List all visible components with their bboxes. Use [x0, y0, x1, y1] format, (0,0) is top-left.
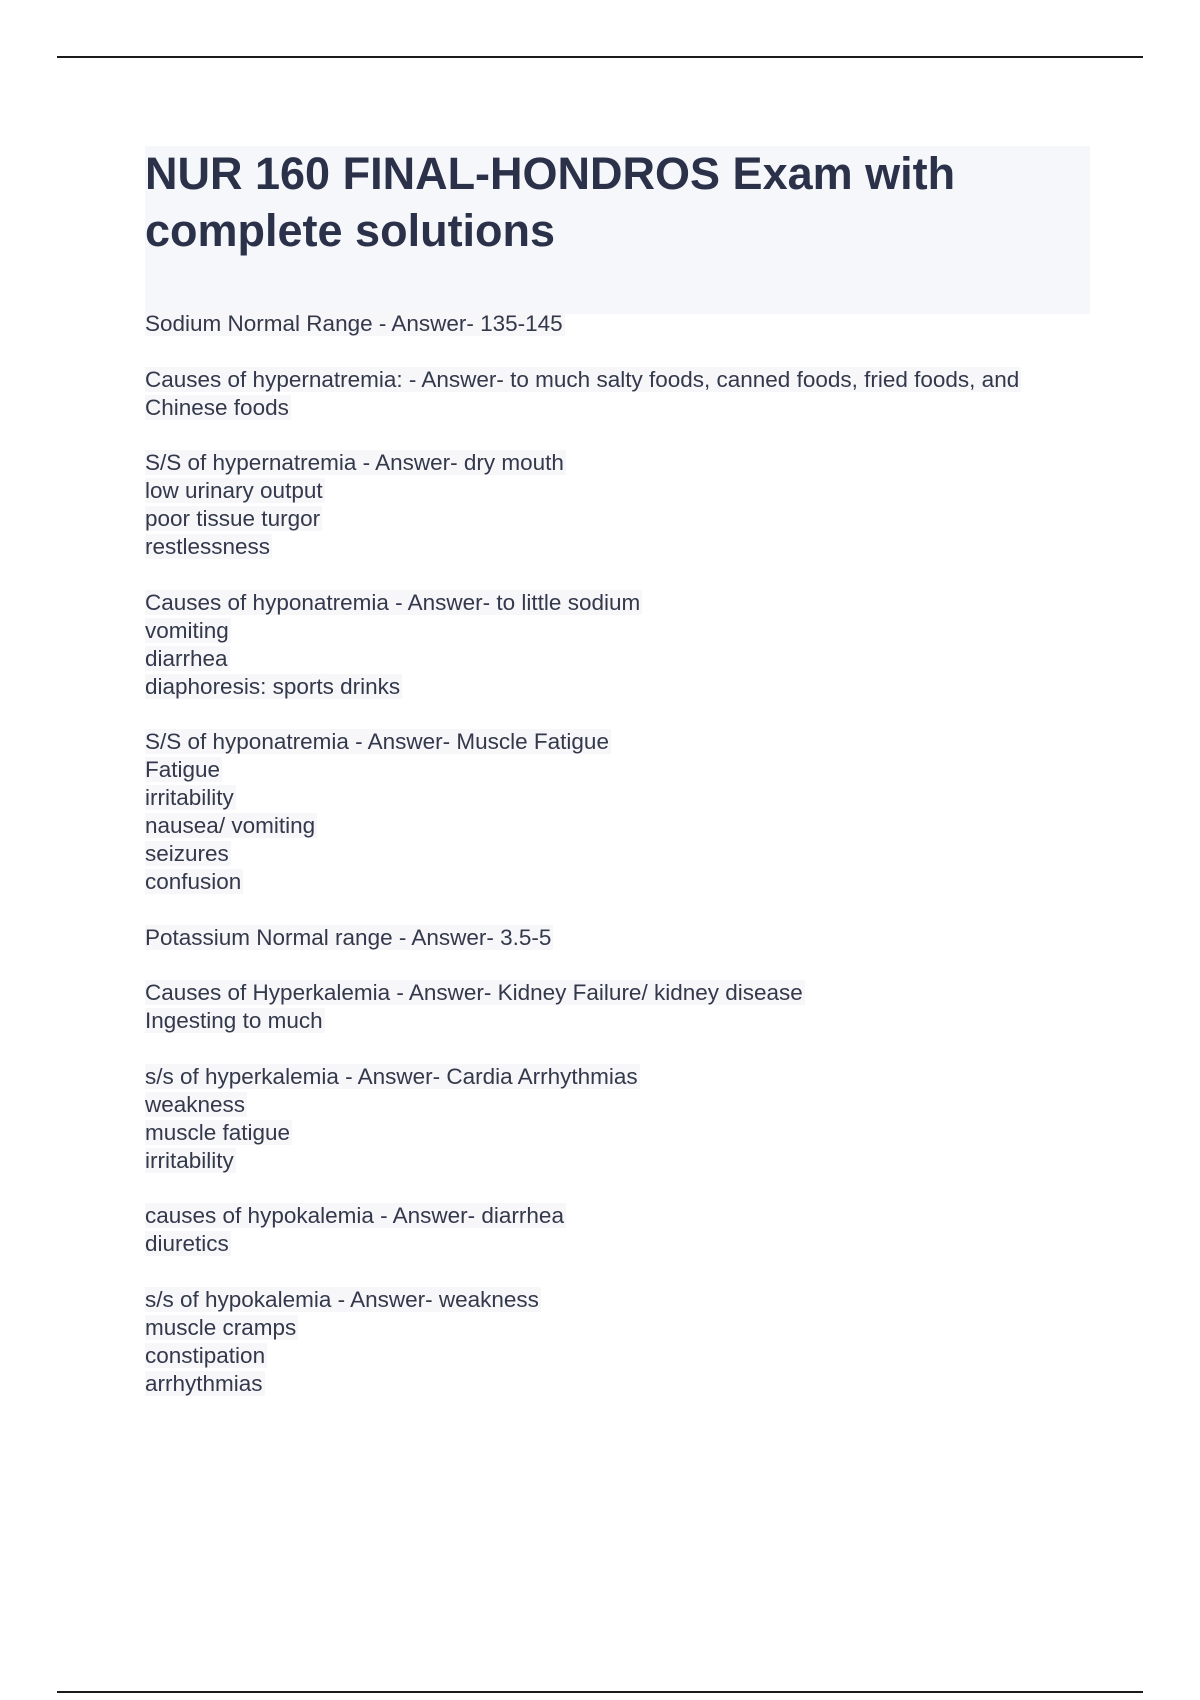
qa-line: irritability	[145, 785, 234, 810]
qa-line: Sodium Normal Range - Answer- 135-145	[145, 311, 563, 336]
qa-item	[145, 979, 1095, 1035]
qa-line: restlessness	[145, 534, 271, 559]
qa-line: Causes of hypernatremia: - Answer- to much salty foods, canned foods, fried foods, and	[145, 366, 1020, 392]
qa-line: S/S of hypernatremia - Answer- dry mouth	[145, 450, 564, 475]
qa-line: poor tissue turgor	[145, 506, 321, 531]
bottom-rule	[57, 1691, 1143, 1693]
qa-line: s/s of hypokalemia - Answer- weakness	[145, 1286, 539, 1312]
qa-line: Potassium Normal range - Answer- 3.5-5	[145, 924, 552, 950]
qa-line: s/s of hyperkalemia - Answer- Cardia Arrhythmias	[145, 1063, 638, 1089]
qa-line: diuretics	[145, 1231, 229, 1256]
qa-item	[145, 728, 1095, 896]
qa-line: Causes of hyponatremia - Answer- to little sodium	[145, 589, 641, 615]
qa-line: muscle fatigue	[145, 1119, 291, 1145]
qa-line: diarrhea	[145, 645, 228, 671]
qa-item	[145, 449, 1095, 561]
qa-line: S/S of hyponatremia - Answer- Muscle Fatigue	[145, 729, 609, 754]
qa-line: arrhythmias	[145, 1370, 263, 1396]
qa-line: muscle cramps	[145, 1314, 297, 1340]
qa-line: low urinary output	[145, 478, 323, 503]
qa-item	[145, 310, 1095, 338]
qa-line: Chinese foods	[145, 394, 289, 420]
qa-list	[145, 310, 1095, 1425]
qa-line: seizures	[145, 841, 229, 866]
page-title: NUR 160 FINAL-HONDROS Exam with complete solutions	[145, 148, 956, 256]
qa-line: diaphoresis: sports drinks	[145, 673, 401, 699]
qa-item	[145, 1286, 1095, 1398]
qa-item	[145, 924, 1095, 952]
qa-item	[145, 1202, 1095, 1258]
qa-item	[145, 1063, 1095, 1175]
qa-line: Fatigue	[145, 757, 221, 782]
qa-line: causes of hypokalemia - Answer- diarrhea	[145, 1203, 564, 1228]
qa-line: irritability	[145, 1147, 234, 1173]
qa-line: nausea/ vomiting	[145, 813, 316, 838]
qa-item	[145, 366, 1095, 422]
qa-line: constipation	[145, 1342, 266, 1368]
qa-line: Ingesting to much	[145, 1008, 323, 1033]
qa-item	[145, 589, 1095, 701]
top-rule	[57, 56, 1143, 58]
qa-line: weakness	[145, 1091, 246, 1117]
qa-line: confusion	[145, 869, 242, 894]
qa-line: vomiting	[145, 617, 229, 643]
qa-line: Causes of Hyperkalemia - Answer- Kidney Failure/ kidney disease	[145, 980, 803, 1005]
